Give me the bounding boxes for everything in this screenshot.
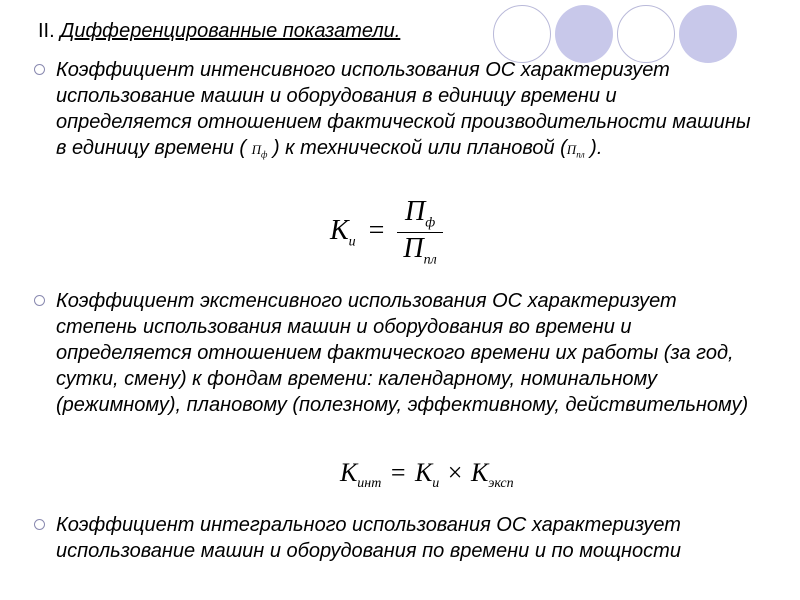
decor-circle-4 [679, 5, 737, 63]
formula-eq: = [368, 214, 385, 246]
item-text: Коэффициент интегрального использования ОС характеризует использование машин и оборудования по времени и по мощности [56, 514, 681, 562]
decor-circle-3 [617, 5, 675, 63]
formula-intensive [330, 196, 443, 268]
bullet-icon [34, 519, 45, 530]
bullet-icon [34, 64, 45, 75]
formula-integral [340, 458, 514, 492]
heading-text: Дифференцированные показатели. [60, 20, 401, 42]
symbol-p-f: $П_ф$ [251, 142, 268, 160]
fraction-numerator: $П_ф$ [404, 196, 436, 231]
symbol-p-pl: $П_{пл}$ [566, 142, 585, 160]
item-text-after: ). [584, 137, 603, 159]
formula-eq: = [390, 458, 406, 487]
item-text: Коэффициент экстенсивного использования ОС характеризует степень использования машин и оборудования во времени и определяется отношением фактического времени их работы (за год, сутки, смену) к фондам времени: календарному, номинальному (режимному), плановому (полезному, эффективному, действительному) [56, 290, 749, 416]
item-text-mid: ) к технической или плановой ( [267, 137, 567, 159]
bullet-icon [34, 295, 45, 306]
decor-circle-1 [493, 5, 551, 63]
list-item-intensive [56, 57, 756, 168]
fraction-denominator: $П_{пл}$ [403, 232, 437, 268]
list-item-extensive [56, 288, 756, 418]
formula-k-int: $К_{инт}$ [340, 458, 382, 492]
formula-k-eksp: $К_{эксп}$ [470, 458, 514, 492]
decor-circle-2 [555, 5, 613, 63]
heading-number: II. [38, 20, 55, 42]
formula-fraction [397, 196, 442, 268]
formula-times: × [447, 458, 463, 487]
formula-k-i: $К_и$ [415, 458, 440, 492]
item-text-before: Коэффициент интенсивного использования ОС характеризует использование машин и оборудования в единицу времени и определяется отношением фактической производительности машины в единицу времени ( [56, 59, 751, 159]
list-item-integral [56, 512, 756, 564]
formula-k: $К_и$ [330, 214, 356, 250]
section-heading [38, 20, 400, 43]
